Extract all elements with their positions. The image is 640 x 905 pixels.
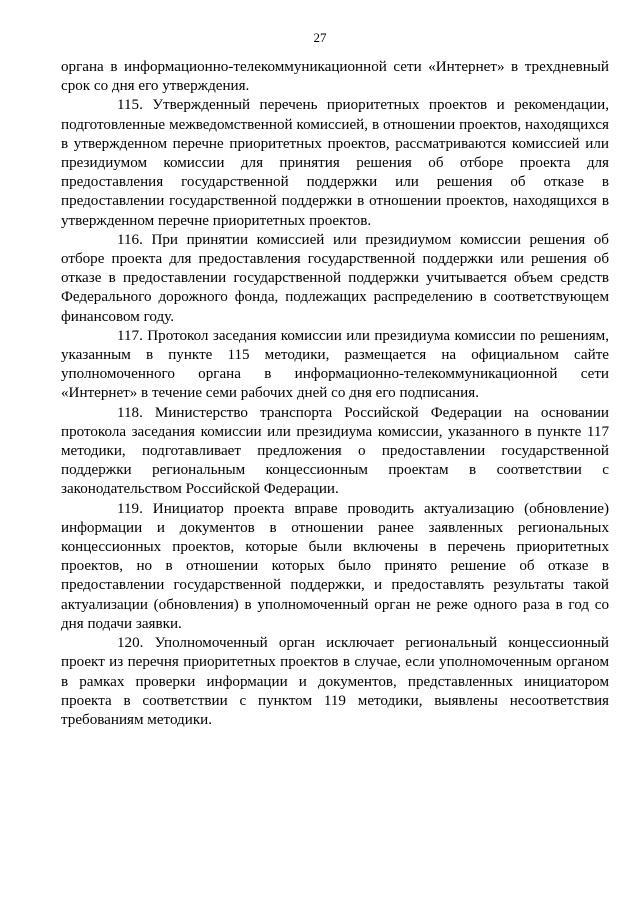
paragraph-continuation: органа в информационно-телекоммуникационной сети «Интернет» в трехдневный срок со дня его утверждения.: [61, 59, 609, 95]
paragraph-117: 117. Протокол заседания комиссии или президиума комиссии по решениям, указанным в пункте 115 методики, размещается на официальном сайте уполномоченного органа в информационно-телекоммуникационной сети «Интернет» в течение семи рабочих дней со дня его подписания.: [61, 327, 609, 402]
paragraph-120: 120. Уполномоченный орган исключает региональный концессионный проект из перечня приоритетных проектов в случае, если уполномоченным органом в рамках проверки информации и документов, представленных инициатором проекта в соответствии с пунктом 119 методики, выявлены несоответствия требованиям методики.: [61, 635, 609, 728]
paragraph-118: 118. Министерство транспорта Российской Федерации на основании протокола заседания комиссии или президиума комиссии, указанного в пункте 117 методики, подготавливает предложения о предоставлении государственной поддержки региональным концессионным проектам в соответствии с законодательством Российской Федерации.: [61, 404, 609, 498]
paragraph-119: 119. Инициатор проекта вправе проводить актуализацию (обновление) информации и документов в отношении ранее заявленных региональных концессионных проектов, которые были включены в перечень приоритетных проектов, но в отношении которых было принято решение об отказе в предоставлении государственной поддержки, и предоставлять результаты такой актуализации (обновления) в уполномоченный орган не реже одного раза в год со дня подачи заявки.: [61, 500, 609, 632]
paragraph-116: 116. При принятии комиссией или президиумом комиссии решения об отборе проекта для предоставления государственной поддержки или решения об отказе в предоставлении государственной поддержки учитывается объем средств Федерального дорожного фонда, подлежащих распределению в соответствующем финансовом году.: [61, 231, 609, 325]
document-body: [61, 58, 609, 730]
page-number: 27: [313, 30, 327, 45]
paragraph-115: 115. Утвержденный перечень приоритетных проектов и рекомендации, подготовленные межведомственной комиссией, в отношении проектов, находящихся в утвержденном перечне приоритетных проектов, рассматриваются комиссией или президиумом комиссии для принятия решения об отборе проекта для предоставления государственной поддержки или решения об отказе в предоставлении государственной поддержки в отношении проектов, находящихся в утвержденном перечне приоритетных проектов.: [61, 97, 609, 229]
